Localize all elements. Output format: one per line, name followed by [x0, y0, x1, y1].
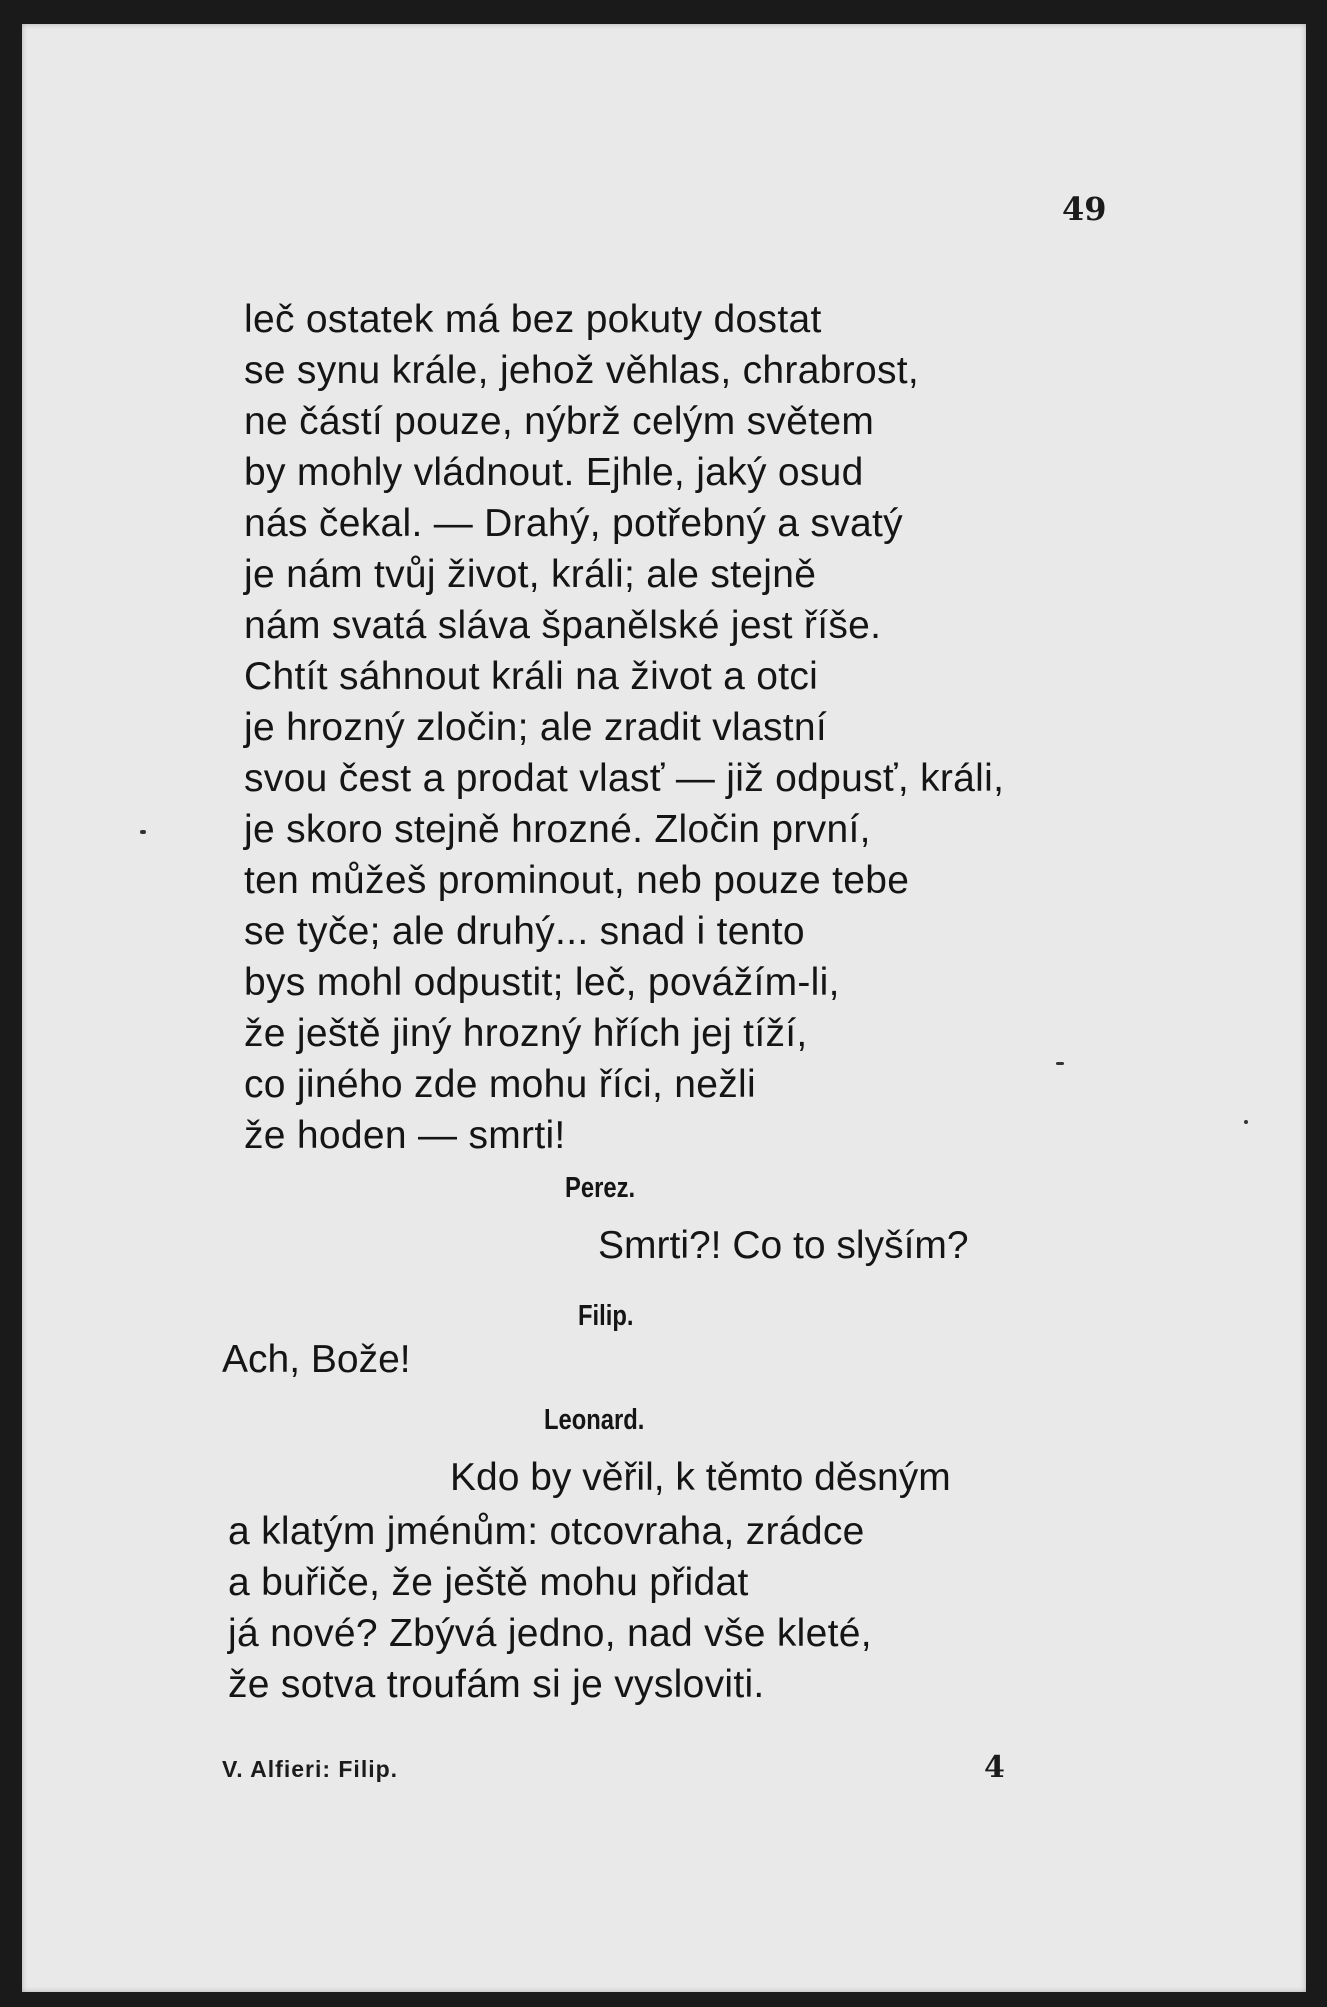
verse-line: je hrozný zločin; ale zradit vlastní: [244, 706, 828, 749]
verse-line: co jiného zde mohu říci, nežli: [244, 1063, 756, 1106]
verse-line: já nové? Zbývá jedno, nad vše kleté,: [228, 1612, 872, 1655]
print-speck: [1244, 1120, 1248, 1124]
verse-line: že sotva troufám si je vysloviti.: [228, 1663, 765, 1706]
verse-line: nás čekal. — Drahý, potřebný a svatý: [244, 502, 903, 545]
verse-line: se synu krále, jehož věhlas, chrabrost,: [244, 349, 920, 392]
verse-line: je nám tvůj život, králi; ale stejně: [244, 553, 817, 596]
verse-line: a klatým jménům: otcovraha, zrádce: [228, 1510, 865, 1553]
verse-line: by mohly vládnout. Ejhle, jaký osud: [244, 451, 864, 494]
verse-line: ne částí pouze, nýbrž celým světem: [244, 400, 875, 443]
verse-line: bys mohl odpustit; leč, povážím-li,: [244, 961, 840, 1004]
verse-line: nám svatá sláva španělské jest říše.: [244, 604, 882, 647]
book-page: [22, 24, 1306, 1992]
verse-line: že hoden — smrti!: [244, 1114, 566, 1157]
perez-line: Smrti?! Co to slyším?: [598, 1224, 969, 1267]
footer-signature: V. Alfieri: Filip.: [222, 1756, 399, 1782]
print-speck: [140, 830, 146, 834]
verse-line: ten můžeš prominout, neb pouze tebe: [244, 859, 910, 902]
verse-line: je skoro stejně hrozné. Zločin první,: [244, 808, 871, 851]
speaker-perez: Perez.: [565, 1172, 636, 1204]
verse-line: svou čest a prodat vlasť — již odpusť, králi,: [244, 757, 1005, 800]
verse-line: Chtít sáhnout králi na život a otci: [244, 655, 819, 698]
leonard-line: Kdo by věřil, k těmto děsným: [450, 1456, 951, 1499]
verse-block-2: [228, 1506, 872, 1710]
print-speck: [1056, 1062, 1064, 1065]
verse-line: že ještě jiný hrozný hřích jej tíží,: [244, 1012, 808, 1055]
page-number: 49: [1062, 190, 1107, 228]
verse-block-1: [244, 294, 1004, 1161]
verse-line: leč ostatek má bez pokuty dostat: [244, 298, 822, 341]
speaker-leonard: Leonard.: [544, 1404, 645, 1436]
filip-line: Ach, Bože!: [222, 1338, 411, 1381]
verse-line: a buřiče, že ještě mohu přidat: [228, 1561, 749, 1604]
footer-sheet-number: 4: [984, 1750, 1005, 1785]
speaker-filip: Filip.: [578, 1300, 634, 1332]
verse-line: se tyče; ale druhý... snad i tento: [244, 910, 805, 953]
